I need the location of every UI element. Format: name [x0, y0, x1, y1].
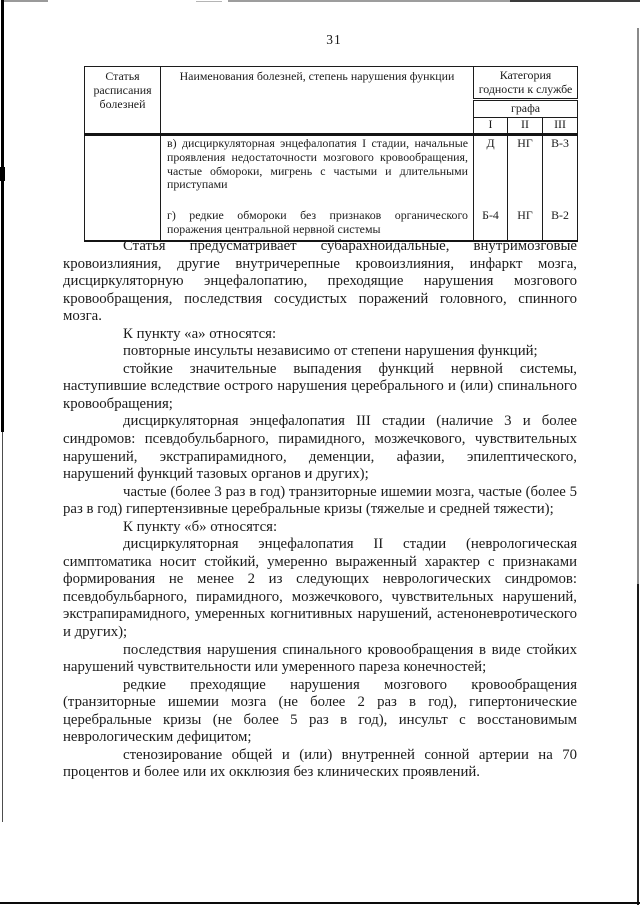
cell-article: [85, 196, 161, 241]
paragraph-point-b-heading: К пункту «б» относятся:: [123, 518, 278, 535]
header-disease-column: Наименования болезней, степень нарушения функции: [161, 67, 474, 135]
paragraph-point-a-heading: К пункту «а» относятся:: [123, 325, 277, 342]
table-row: [85, 196, 578, 241]
cell-disease-item-v: в) дисциркуляторная энцефалопатия I стадии, начальные проявления недостаточности мозгового кровообращения, частые обмороки, мигрень с частыми и длительными приступами: [161, 134, 474, 196]
cell-category-2: НГ: [508, 196, 543, 241]
header-grafa-1: I: [474, 117, 508, 134]
paragraph-point-b-item-3: редкие преходящие нарушения мозгового кровообращения (транзиторные ишемии мозга (не более 2 раз в год), гипертонические церебральные кризы (не более 5 раз в год), инсульт с восстановимым неврологическим дефицитом;: [63, 676, 577, 746]
cell-disease-item-g: г) редкие обмороки без признаков органического поражения центральной нервной системы: [161, 196, 474, 241]
cell-category-1: Д: [474, 134, 508, 196]
paragraph-point-a-item-1: повторные инсульты независимо от степени нарушения функций;: [123, 343, 538, 360]
scan-edge-top-left: [3, 0, 48, 2]
cell-category-3: В-2: [543, 196, 578, 241]
scan-edge-left-blob: [0, 167, 5, 181]
header-article-column: Статья расписания болезней: [85, 67, 161, 135]
paragraph-point-a-item-2: стойкие значительные выпадения функций нервной системы, наступившие вследствие острого нарушения церебрального и (или) спинального кровообращения;: [63, 360, 577, 412]
scan-edge-top-dots: [196, 1, 222, 2]
header-grafa: графа: [474, 99, 578, 117]
header-grafa-2: II: [508, 117, 543, 134]
table-row: [85, 134, 578, 196]
scan-edge-bottom: [0, 902, 640, 904]
scan-edge-left-lower: [2, 432, 3, 822]
cell-category-1: Б-4: [474, 196, 508, 241]
table-header-row-1: [85, 67, 578, 100]
scan-edge-right-lower: [637, 584, 639, 905]
scan-edge-top-right: [510, 0, 640, 2]
paragraph-point-b-item-1: дисциркуляторная энцефалопатия II стадии (неврологическая симптоматика носит стойкий, умеренно выраженный характер с признаками формирования не менее 2 из следующих неврологических синдромов: псевдобульбарного, пирамидного, мозжечкового, чувствительных нарушений, экстрапирамидного, умеренных когнитивных нарушений, астеноневротического и других);: [63, 536, 577, 641]
scan-edge-top-middle: [228, 0, 510, 2]
paragraph-article-scope: Статья предусматривает субарахноидальные, внутримозговые кровоизлияния, другие внутричерепные кровоизлияния, инфаркт мозга, дисциркуляторную энцефалопатию, преходящие нарушения мозгового кровообращения, последствия сосудистых поражений головного, спинного мозга.: [63, 238, 577, 325]
scan-edge-left-upper: [1, 0, 4, 432]
header-grafa-3: III: [543, 117, 578, 134]
paragraph-point-a-item-3: дисциркуляторная энцефалопатия III стадии (наличие 3 и более синдромов: псевдобульбарного, пирамидного, мозжечкового, чувствительных нарушений, экстрапирамидного, деменции, афазии, эпилептического, нарушений функций тазовых органов и других);: [63, 413, 577, 483]
disease-schedule-table: [84, 66, 578, 242]
cell-category-2: НГ: [508, 134, 543, 196]
header-category-column: Категория годности к службе: [474, 67, 578, 100]
paragraph-point-b-item-4: стенозирование общей и (или) внутренней сонной артерии на 70 процентов и более или их окклюзия без клинических проявлений.: [63, 746, 577, 781]
paragraph-point-b-item-2: последствия нарушения спинального кровообращения в виде стойких нарушений чувствительности или умеренного пареза конечностей;: [63, 641, 577, 676]
scan-edge-right-upper: [637, 28, 639, 584]
article-body: [63, 238, 577, 782]
cell-category-3: В-3: [543, 134, 578, 196]
paragraph-point-a-item-4: частые (более 3 раз в год) транзиторные ишемии мозга, частые (более 5 раз в год) гипертензивные церебральные кризы (тяжелые и средней тяжести);: [63, 483, 577, 518]
page-number: 31: [326, 32, 342, 47]
cell-article: [85, 134, 161, 196]
